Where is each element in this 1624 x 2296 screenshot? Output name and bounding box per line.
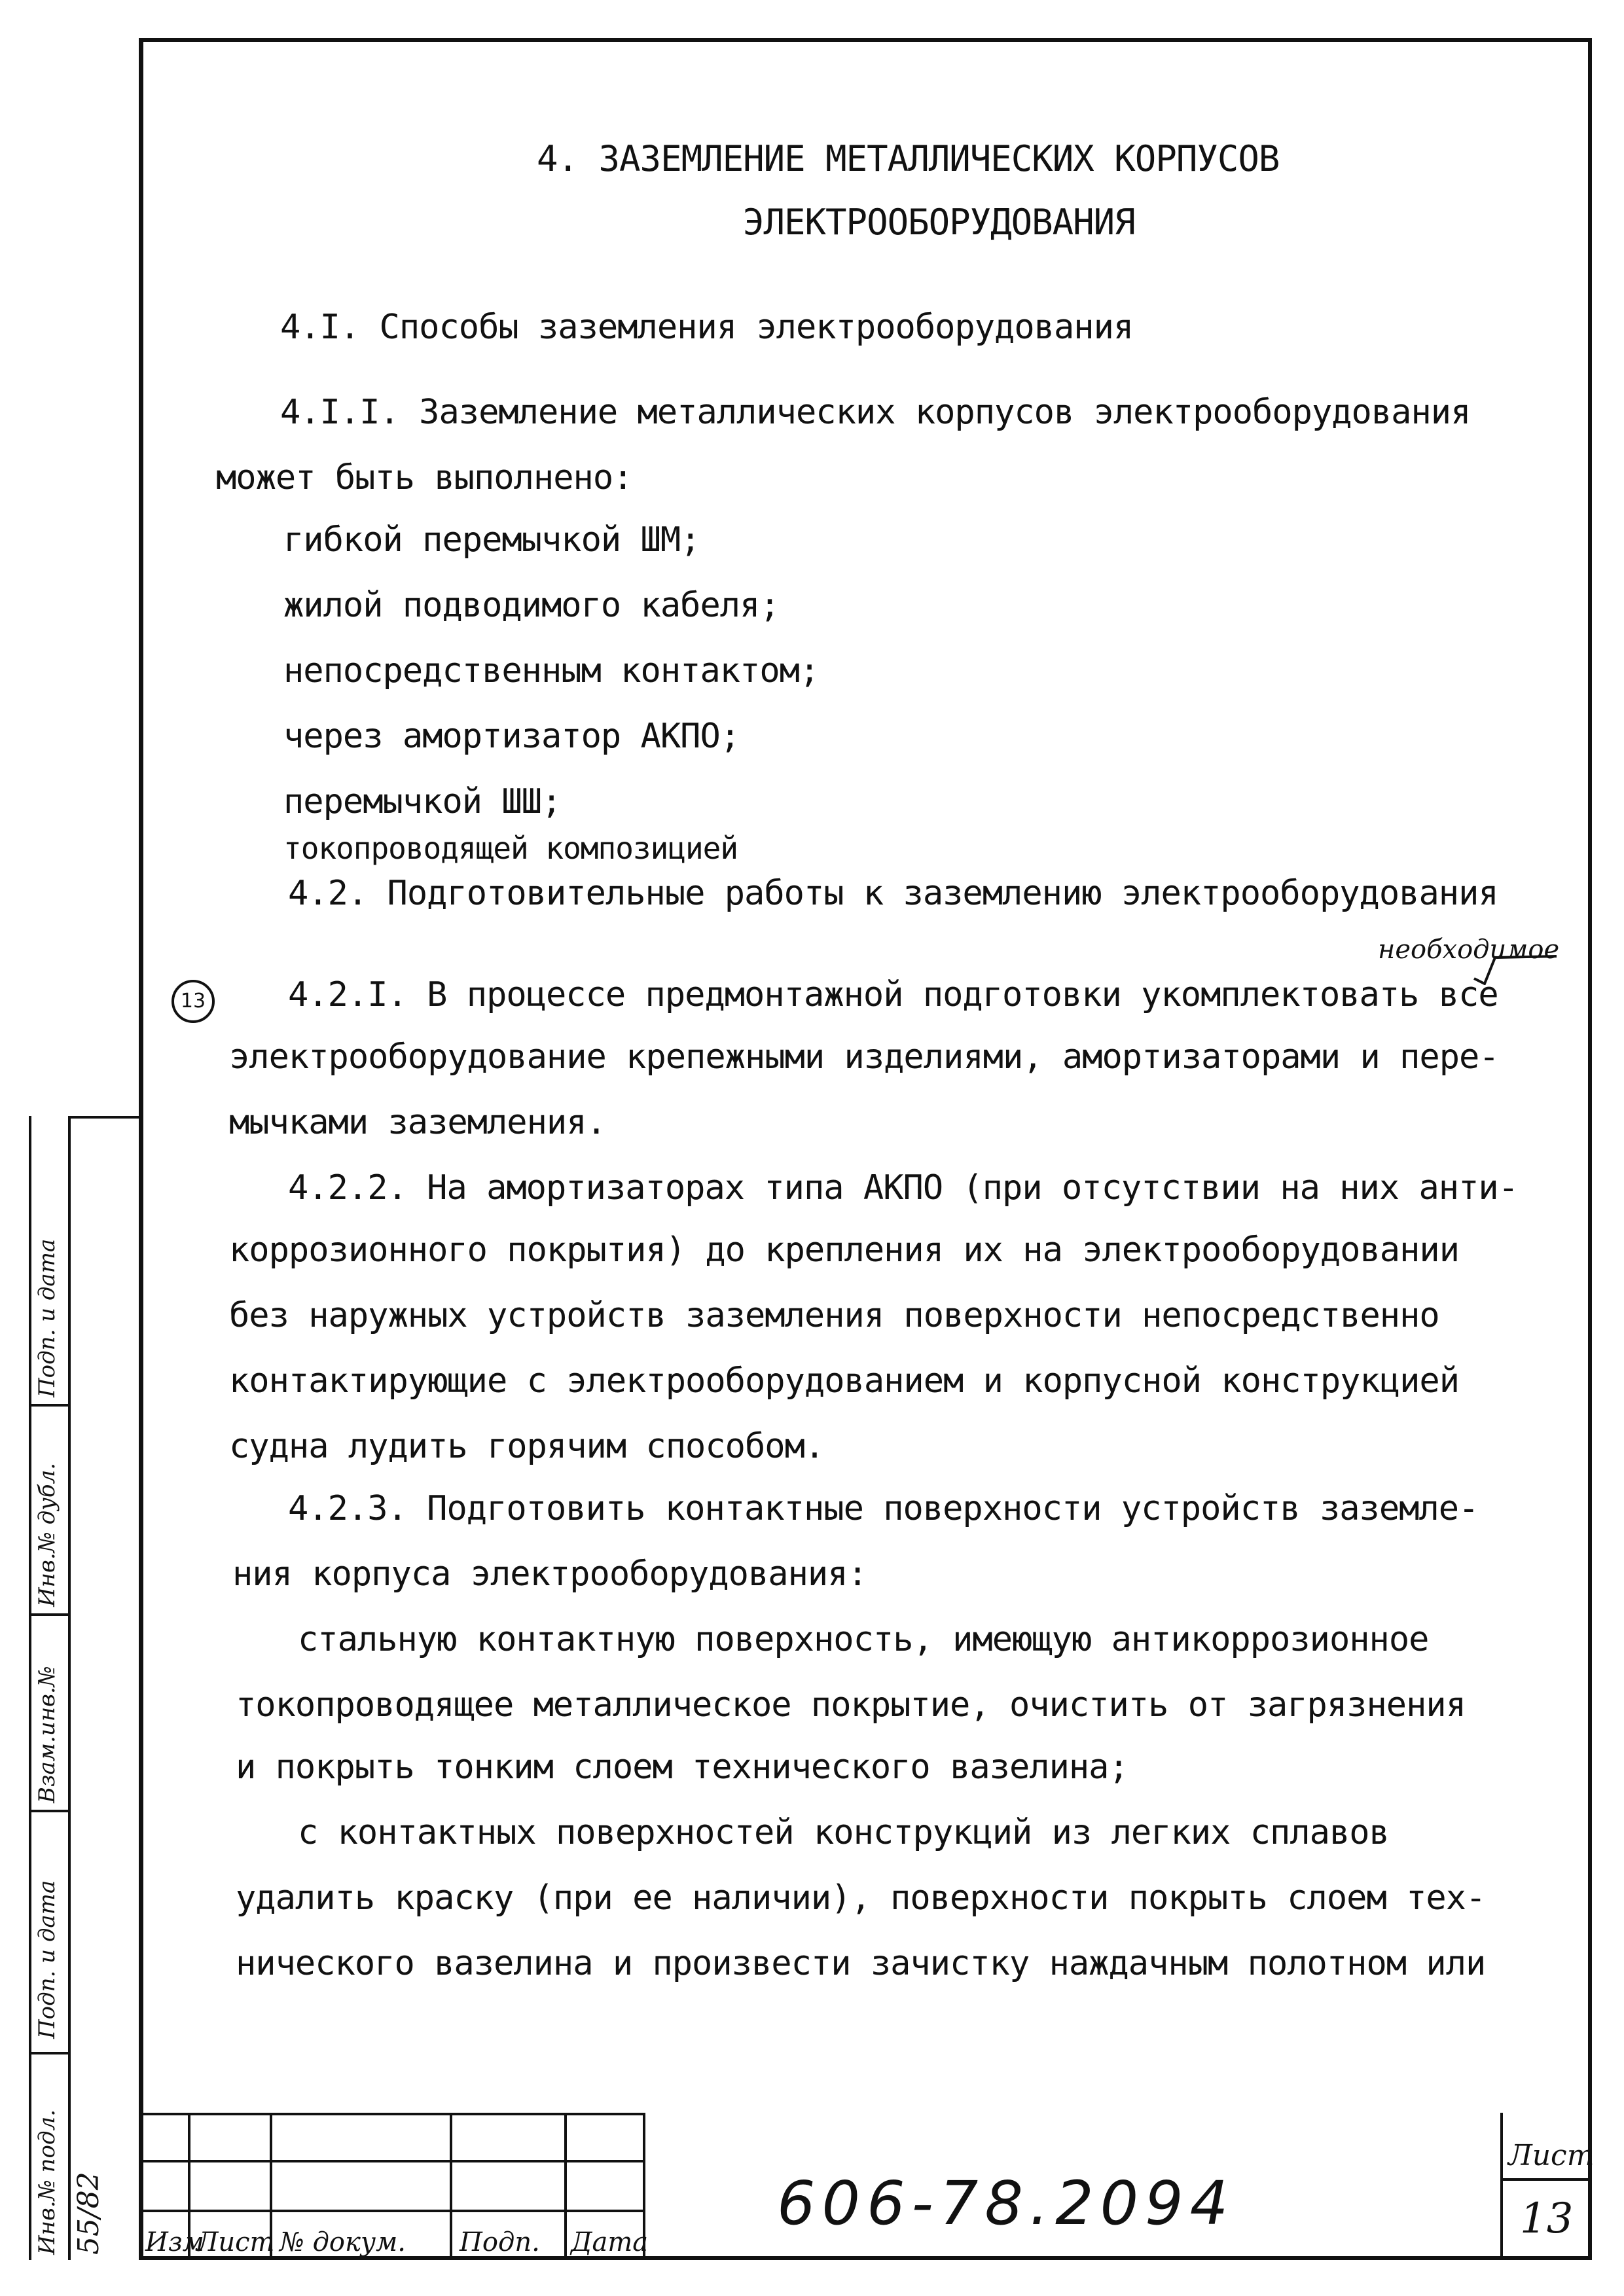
list-item: через амортизатор АКПО; <box>283 717 740 756</box>
section-4-1-1-line-2: может быть выполнено: <box>216 458 633 497</box>
paragraph-line: удалить краску (при ее наличии), поверхности покрыть слоем тех- <box>236 1878 1486 1918</box>
tb-label-data: Дата <box>571 2227 649 2257</box>
section-4-1-title: 4.I. Способы заземления электрооборудования <box>280 308 1134 347</box>
side-label-podp-data-2: Подп. и дата <box>34 1238 60 1397</box>
revision-circle-mark: 13 <box>171 980 215 1023</box>
list-item: перемычкой ШШ; <box>283 782 562 821</box>
heading-line-2: ЭЛЕКТРООБОРУДОВАНИЯ <box>743 202 1135 243</box>
sheet-label: Лист <box>1508 2139 1595 2172</box>
list-item: непосредственным контактом; <box>283 651 820 691</box>
document-code: 606-78.2094 <box>777 2168 1235 2238</box>
section-4-2-1-line: 4.2.I. В процессе предмонтажной подготовки укомплектовать все <box>288 975 1498 1014</box>
side-label-inv-dubl: Инв.№ дубл. <box>34 1462 60 1607</box>
section-4-2-3-line: ния корпуса электрооборудования: <box>232 1554 867 1594</box>
section-4-2-title: 4.2. Подготовительные работы к заземлению электрооборудования <box>288 874 1498 913</box>
title-block <box>139 2113 1595 2260</box>
section-4-1-1-line-1: 4.I.I. Заземление металлических корпусов электрооборудования <box>280 393 1471 432</box>
section-4-2-2-line: коррозионного покрытия) до крепления их на электрооборудовании <box>229 1230 1460 1270</box>
list-item: токопроводящей композицией <box>283 831 738 866</box>
side-label-inv-podl: Инв.№ подл. <box>34 2109 60 2255</box>
section-4-2-3-line: 4.2.3. Подготовить контактные поверхности устройств заземле- <box>288 1489 1479 1528</box>
section-4-2-2-line: контактирующие с электрооборудованием и корпусной конструкцией <box>229 1361 1460 1401</box>
section-4-2-1-line: мычками заземления. <box>229 1103 606 1142</box>
paragraph-line: стальную контактную поверхность, имеющую антикоррозионное <box>298 1620 1429 1659</box>
paragraph-line: и покрыть тонким слоем технического вазелина; <box>236 1748 1128 1787</box>
section-4-2-1-line: электрооборудование крепежными изделиями, амортизаторами и пере- <box>229 1037 1499 1077</box>
section-4-2-2-line: 4.2.2. На амортизаторах типа АКПО (при отсутствии на них анти- <box>288 1168 1519 1208</box>
paragraph-line: нического вазелина и произвести зачистку наждачным полотном или <box>236 1944 1486 1983</box>
side-label-vzam-inv: Взам.инв.№ <box>34 1666 60 1803</box>
handwritten-insert-note: необходимое <box>1378 935 1560 965</box>
side-stamp <box>29 1116 139 2260</box>
list-item: гибкой перемычкой ШМ; <box>283 520 700 560</box>
tb-label-list: Лист <box>196 2227 275 2257</box>
tb-label-podp: Подп. <box>460 2227 540 2257</box>
tb-label-izm: Изм <box>145 2227 204 2257</box>
side-label-podp-data: Подп. и дата <box>34 1880 60 2039</box>
paragraph-line: с контактных поверхностей конструкций из легких сплавов <box>298 1813 1389 1852</box>
heading-line-1: 4. ЗАЗЕМЛЕНИЕ МЕТАЛЛИЧЕСКИХ КОРПУСОВ <box>537 138 1280 179</box>
tb-label-dokum: № докум. <box>280 2227 406 2257</box>
section-4-2-2-line: без наружных устройств заземления поверхности непосредственно <box>229 1296 1439 1335</box>
side-stamp-number: 55/82 <box>72 2172 105 2255</box>
list-item: жилой подводимого кабеля; <box>283 586 780 625</box>
paragraph-line: токопроводящее металлическое покрытие, очистить от загрязнения <box>236 1685 1466 1725</box>
sheet-number: 13 <box>1520 2195 1574 2243</box>
page-frame <box>139 38 1595 2260</box>
section-4-2-2-line: судна лудить горячим способом. <box>229 1427 825 1466</box>
